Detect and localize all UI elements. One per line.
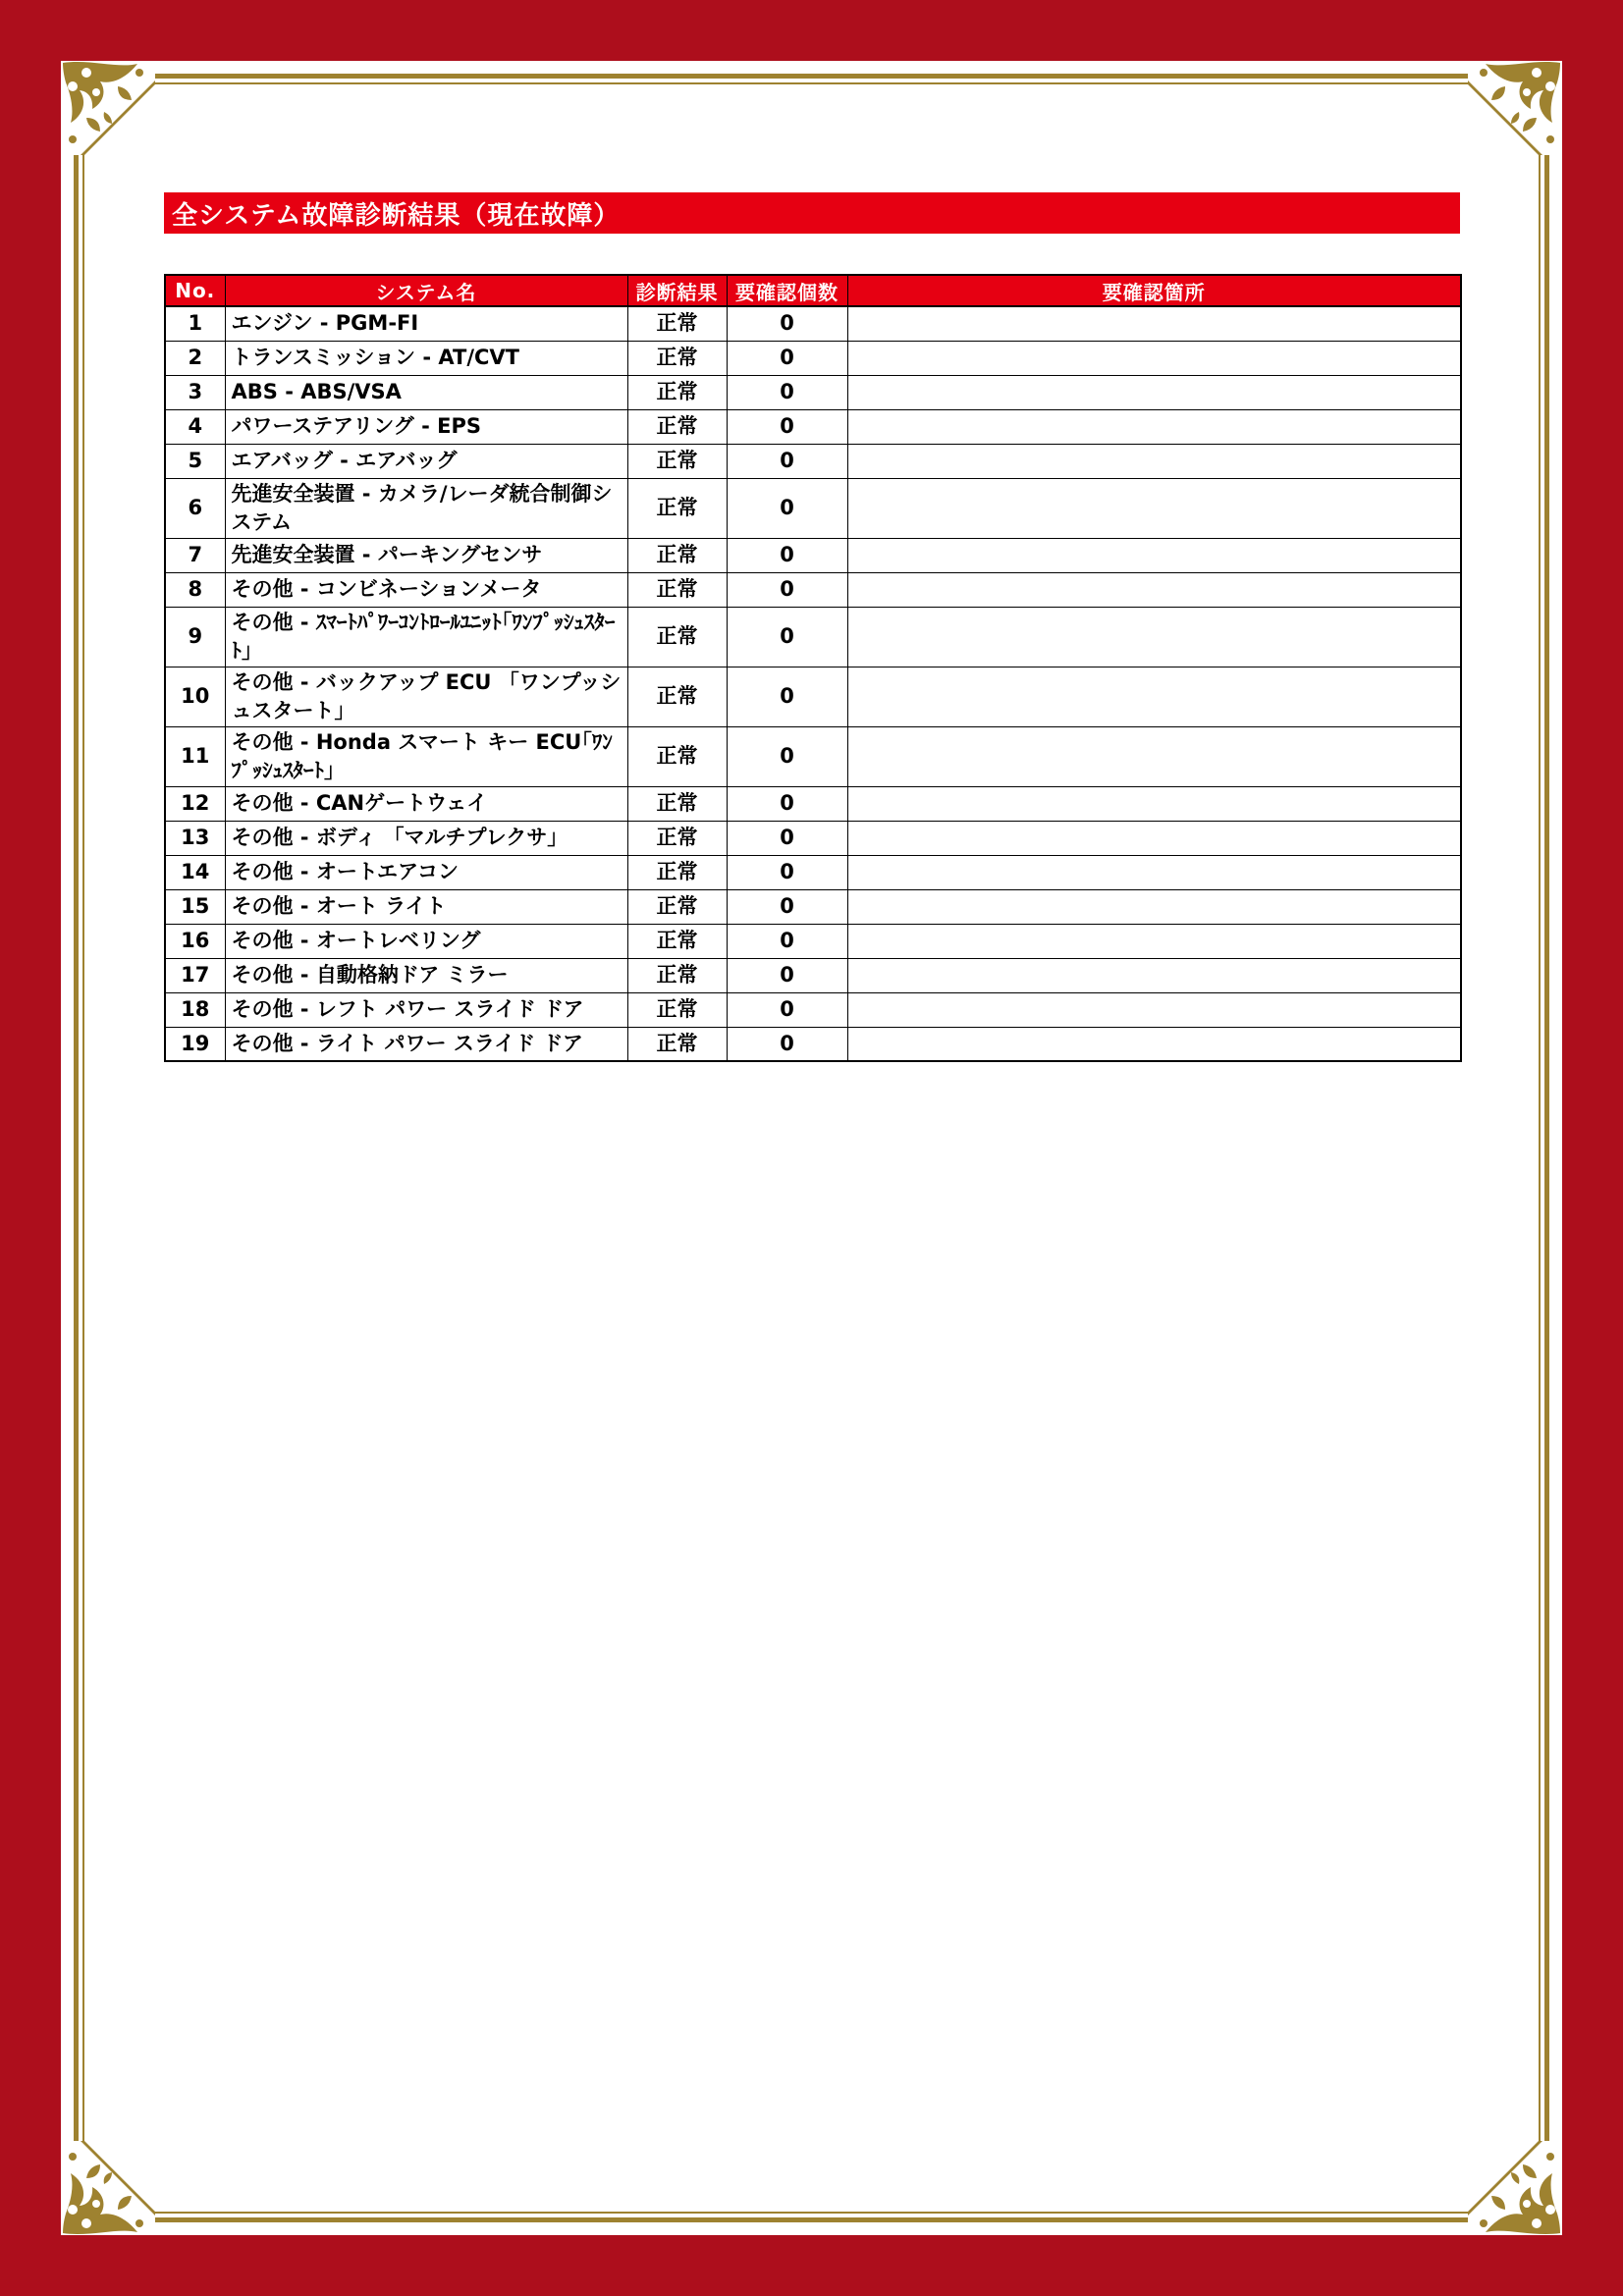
row-count: 0 [727, 667, 847, 726]
row-result: 正常 [627, 667, 727, 726]
table-row [165, 375, 1461, 409]
row-system-name: その他 - オートレベリング [225, 924, 627, 958]
corner-flourish-icon [61, 2141, 155, 2235]
row-no: 6 [165, 478, 225, 538]
row-count: 0 [727, 924, 847, 958]
header-count: 要確認個数 [727, 275, 847, 306]
row-no: 13 [165, 821, 225, 855]
row-system-name: トランスミッション - AT/CVT [225, 341, 627, 375]
row-count: 0 [727, 1027, 847, 1061]
row-location [847, 821, 1461, 855]
row-system-name: その他 - 自動格納ドア ミラー [225, 958, 627, 992]
row-count: 0 [727, 478, 847, 538]
row-location [847, 726, 1461, 786]
row-system-name: その他 - ボディ 「マルチプレクサ」 [225, 821, 627, 855]
row-system-name: その他 - ｽﾏｰﾄﾊﾟﾜｰｺﾝﾄﾛｰﾙﾕﾆｯﾄ｢ﾜﾝﾌﾟｯｼｭｽﾀｰﾄ｣ [225, 607, 627, 667]
row-count: 0 [727, 855, 847, 889]
report-title-bar [164, 192, 1460, 234]
row-no: 19 [165, 1027, 225, 1061]
row-result: 正常 [627, 341, 727, 375]
row-result: 正常 [627, 538, 727, 572]
row-count: 0 [727, 607, 847, 667]
diagnosis-table [164, 274, 1462, 1062]
row-result: 正常 [627, 821, 727, 855]
row-location [847, 409, 1461, 444]
row-location [847, 958, 1461, 992]
row-no: 17 [165, 958, 225, 992]
row-result: 正常 [627, 444, 727, 478]
row-count: 0 [727, 992, 847, 1027]
row-result: 正常 [627, 306, 727, 341]
row-no: 7 [165, 538, 225, 572]
table-row [165, 306, 1461, 341]
row-system-name: その他 - オートエアコン [225, 855, 627, 889]
table-row [165, 607, 1461, 667]
table-row [165, 1027, 1461, 1061]
report-title: 全システム故障診断結果（現在故障） [172, 200, 621, 231]
row-system-name: その他 - レフト パワー スライド ドア [225, 992, 627, 1027]
row-count: 0 [727, 538, 847, 572]
table-row [165, 786, 1461, 821]
row-location [847, 306, 1461, 341]
table-row [165, 958, 1461, 992]
row-location [847, 924, 1461, 958]
diagnosis-table-body [165, 306, 1461, 1061]
row-result: 正常 [627, 478, 727, 538]
table-row [165, 341, 1461, 375]
row-system-name: その他 - オート ライト [225, 889, 627, 924]
table-row [165, 667, 1461, 726]
row-location [847, 538, 1461, 572]
row-location [847, 667, 1461, 726]
table-row [165, 538, 1461, 572]
row-count: 0 [727, 821, 847, 855]
row-no: 16 [165, 924, 225, 958]
header-system-name: システム名 [225, 275, 627, 306]
row-location [847, 1027, 1461, 1061]
row-count: 0 [727, 375, 847, 409]
row-count: 0 [727, 306, 847, 341]
row-location [847, 478, 1461, 538]
row-count: 0 [727, 572, 847, 607]
report-content [164, 192, 1460, 1062]
row-result: 正常 [627, 409, 727, 444]
row-system-name: エンジン - PGM-FI [225, 306, 627, 341]
row-count: 0 [727, 444, 847, 478]
row-location [847, 572, 1461, 607]
row-no: 8 [165, 572, 225, 607]
row-location [847, 607, 1461, 667]
header-location: 要確認箇所 [847, 275, 1461, 306]
row-no: 10 [165, 667, 225, 726]
row-no: 4 [165, 409, 225, 444]
row-no: 1 [165, 306, 225, 341]
row-location [847, 341, 1461, 375]
header-no: No. [165, 275, 225, 306]
row-result: 正常 [627, 958, 727, 992]
row-no: 2 [165, 341, 225, 375]
header-result: 診断結果 [627, 275, 727, 306]
row-count: 0 [727, 726, 847, 786]
row-system-name: その他 - Honda スマート キー ECU｢ﾜﾝﾌﾟｯｼｭｽﾀｰﾄ｣ [225, 726, 627, 786]
table-row [165, 409, 1461, 444]
row-no: 14 [165, 855, 225, 889]
row-result: 正常 [627, 607, 727, 667]
row-result: 正常 [627, 855, 727, 889]
row-result: 正常 [627, 375, 727, 409]
table-row [165, 821, 1461, 855]
row-system-name: その他 - コンビネーションメータ [225, 572, 627, 607]
table-row [165, 924, 1461, 958]
row-location [847, 375, 1461, 409]
row-no: 15 [165, 889, 225, 924]
row-count: 0 [727, 786, 847, 821]
row-system-name: ABS - ABS/VSA [225, 375, 627, 409]
row-result: 正常 [627, 786, 727, 821]
row-result: 正常 [627, 726, 727, 786]
row-system-name: 先進安全装置 - パーキングセンサ [225, 538, 627, 572]
row-count: 0 [727, 341, 847, 375]
table-row [165, 572, 1461, 607]
row-system-name: その他 - ライト パワー スライド ドア [225, 1027, 627, 1061]
row-no: 3 [165, 375, 225, 409]
row-no: 9 [165, 607, 225, 667]
row-location [847, 992, 1461, 1027]
row-count: 0 [727, 889, 847, 924]
row-no: 18 [165, 992, 225, 1027]
row-system-name: エアバッグ - エアバッグ [225, 444, 627, 478]
row-system-name: その他 - CANゲートウェイ [225, 786, 627, 821]
row-no: 11 [165, 726, 225, 786]
row-location [847, 444, 1461, 478]
table-row [165, 444, 1461, 478]
row-location [847, 855, 1461, 889]
row-result: 正常 [627, 1027, 727, 1061]
row-result: 正常 [627, 572, 727, 607]
row-system-name: 先進安全装置 - カメラ/レーダ統合制御システム [225, 478, 627, 538]
row-result: 正常 [627, 992, 727, 1027]
row-system-name: その他 - バックアップ ECU 「ワンプッシュスタート」 [225, 667, 627, 726]
table-row [165, 992, 1461, 1027]
row-no: 12 [165, 786, 225, 821]
row-count: 0 [727, 409, 847, 444]
table-row [165, 726, 1461, 786]
row-count: 0 [727, 958, 847, 992]
table-row [165, 855, 1461, 889]
table-row [165, 889, 1461, 924]
row-location [847, 786, 1461, 821]
row-system-name: パワーステアリング - EPS [225, 409, 627, 444]
row-result: 正常 [627, 924, 727, 958]
row-no: 5 [165, 444, 225, 478]
corner-flourish-icon [61, 61, 155, 155]
table-row [165, 478, 1461, 538]
corner-flourish-icon [1468, 61, 1562, 155]
row-location [847, 889, 1461, 924]
corner-flourish-icon [1468, 2141, 1562, 2235]
table-header-row [165, 275, 1461, 306]
row-result: 正常 [627, 889, 727, 924]
